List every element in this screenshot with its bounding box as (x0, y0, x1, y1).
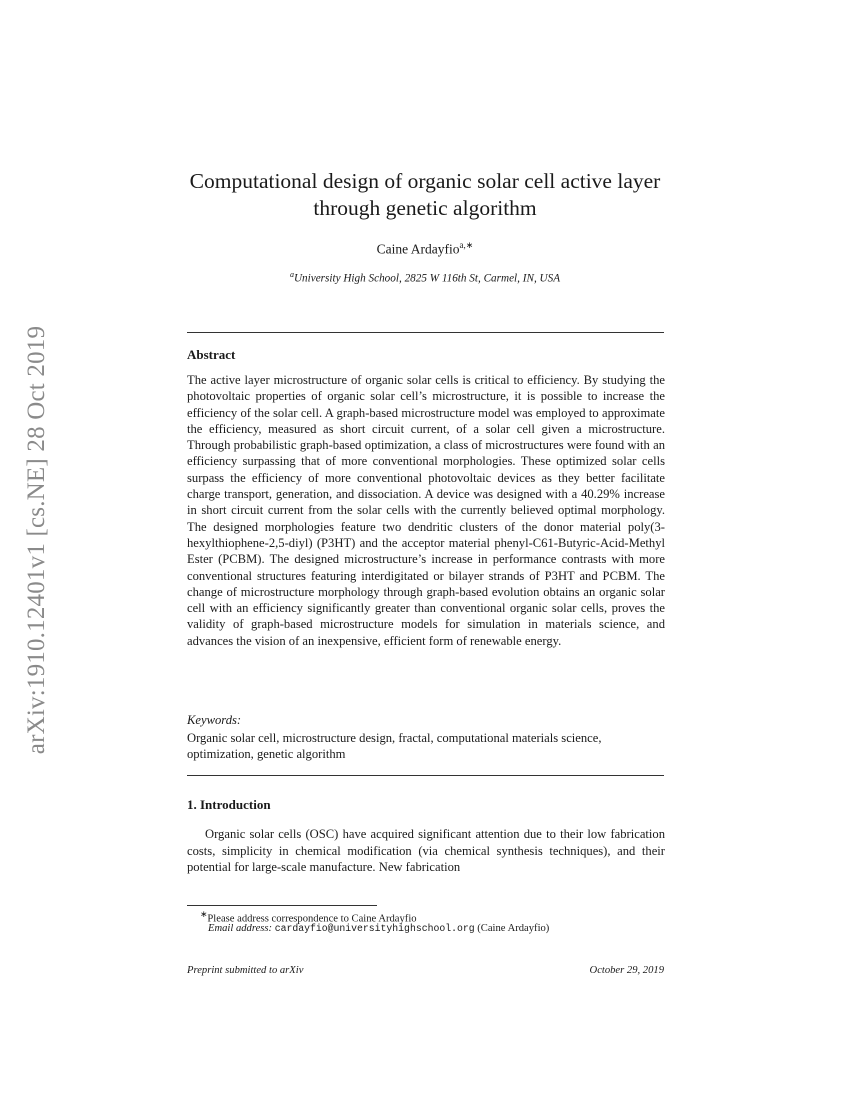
email-owner: (Caine Ardayfio) (477, 923, 550, 934)
email-label: Email address: (208, 923, 273, 934)
author-line (150, 240, 700, 258)
title-line-1: Computational design of organic solar cell active layer (189, 169, 661, 193)
affiliation-mark: a (289, 270, 294, 279)
abstract-bottom-rule (187, 775, 664, 776)
footnote-mark: ∗ (200, 909, 208, 919)
section-heading-introduction: 1. Introduction (187, 797, 271, 812)
correspondence-text: Please address correspondence to Caine Ardayfio (207, 913, 417, 925)
footnote-rule (187, 905, 377, 906)
footer-date: October 29, 2019 (589, 965, 664, 976)
affiliation-text: University High School, 2825 W 116th St, Carmel, IN, USA (293, 272, 561, 285)
abstract-heading: Abstract (187, 347, 236, 362)
abstract-body: The active layer microstructure of organic solar cells is critical to efficiency. By studying the photovoltaic properties of organic solar cell’s microstructure, it is possible to increase the efficiency of the solar cell. A graph-based microstructure model was employed to approximate the efficiency, measured as short circuit current, of a solar cell given a microstructure. Through probabilistic graph-based optimization, a class of microstructures were found with an efficiency surpassing that of more conventional morphologies. These optimized solar cells surpass the efficiency of more conventional photovoltaic devices as they better facilitate charge transport, generation, and dissociation. A device was designed with a 40.29% increase in short circuit current from the solar cells with the currently believed optimal morphology. The designed morphologies feature two dendritic clusters of the donor material poly(3-hexylthiophene-2,5-diyl) (P3HT) and the acceptor material phenyl-C61-Butyric-Acid-Methyl Ester (PCBM). The designed microstructure’s increase in performance contrasts with more conventional structures featuring interdigitated or bilayer strands of P3HT and PCBM. The change of microstructure morphology through graph-based evolution obtains an organic solar cell with an efficiency significantly greater than conventional organic solar cells, proves the validity of graph-based microstructure models for simulation in materials science, and advances the vision of an inexpensive, efficient form of renewable energy. (187, 373, 665, 648)
introduction-paragraph: Organic solar cells (OSC) have acquired significant attention due to their low fabrication costs, simplicity in chemical modification (via chemical synthesis techniques), and their potential for large-scale manufacture. New fabrication (187, 827, 665, 875)
paper-title (150, 168, 700, 222)
author-name: Caine Ardayfio (376, 241, 460, 257)
footnote-email (208, 923, 549, 934)
affiliation-line (150, 270, 700, 285)
title-line-2: through genetic algorithm (313, 196, 537, 220)
keywords-heading: Keywords: (187, 713, 242, 727)
author-affiliation-marks: a,∗ (459, 240, 474, 250)
keywords-body: Organic solar cell, microstructure design, fractal, computational materials science, optimization, genetic algorithm (187, 731, 602, 762)
abstract-top-rule (187, 332, 664, 333)
preprint-notice: Preprint submitted to arXiv (187, 965, 304, 976)
arxiv-identifier-stamp: arXiv:1910.12401v1 [cs.NE] 28 Oct 2019 (23, 325, 50, 755)
email-address-link[interactable]: cardayfio@universityhighschool.org (274, 923, 475, 934)
